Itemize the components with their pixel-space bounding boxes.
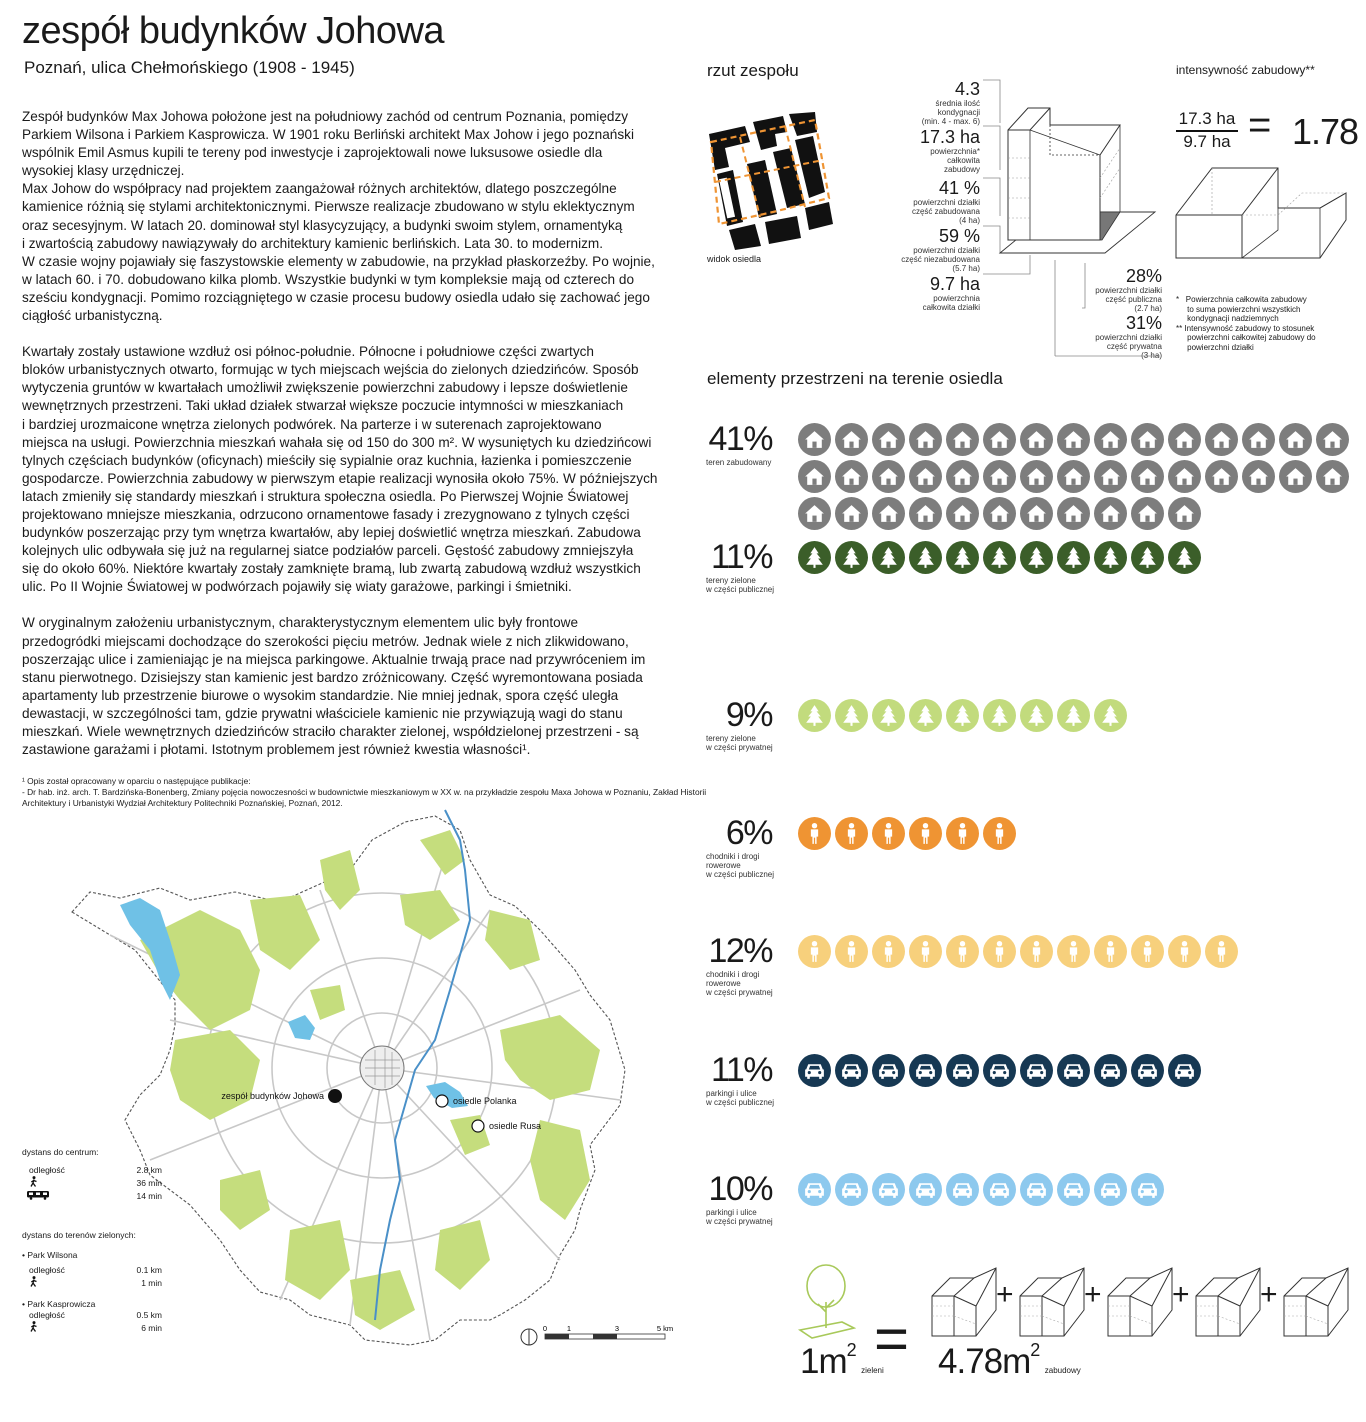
park-kasprowicza-name: • Park Kasprowicza [22, 1299, 96, 1309]
distance-center-label: odległość [29, 1165, 65, 1175]
stat-unbuilt-cap-3: (5.7 ha) [952, 264, 980, 273]
scale-tick-0: 0 [542, 1324, 548, 1333]
distance-center-legend [22, 1147, 162, 1203]
element-label-line: tereny zielone [706, 734, 756, 743]
house-icon [1057, 497, 1090, 530]
footnote-line: Architektury i Urbanistyki Wydział Architektury Politechniki Poznańskiej, Poznań, 2012. [22, 798, 343, 808]
tree-icon [798, 541, 831, 574]
stat-plot-cap-2: całkowita działki [922, 303, 980, 312]
element-icon-row [798, 817, 1358, 850]
house-icon [1205, 423, 1238, 456]
paragraph-line: kolejnych ulic odbywała się już na regularnej siatce podziałów parceli. Gęstość zabudowy zmniejszyła [22, 543, 634, 559]
house-icon [1020, 497, 1053, 530]
distance-green-title: dystans do terenów zielonych: [22, 1230, 136, 1240]
person-icon [1020, 935, 1053, 968]
tree-icon [1057, 541, 1090, 574]
paragraph-line: i zwartością zabudowy nawiązywały do architektury kamienic berlińskich. Lata 30. to modernizm. [22, 235, 604, 251]
person-icon [835, 935, 868, 968]
rusa-label: osiedle Rusa [489, 1121, 542, 1131]
house-icon [1242, 423, 1275, 456]
tree-icon [1057, 699, 1090, 732]
tree-icon [946, 699, 979, 732]
house-icon [1057, 423, 1090, 456]
distance-center-tram: 14 min [136, 1191, 162, 1201]
plus-sign: + [1172, 1278, 1190, 1311]
tree-on-square-icon [796, 1262, 856, 1344]
element-icon-row [798, 699, 1358, 732]
stat-private-cap-1: powierzchni działki [1095, 333, 1162, 342]
car-icon [798, 1054, 831, 1087]
paragraph-line: wysokiej klasy urzędniczej. [22, 163, 185, 179]
car-icon [835, 1173, 868, 1206]
stat-storeys-value: 4.3 [954, 79, 980, 99]
stat-total-area-cap-2: całkowita [947, 156, 980, 165]
person-icon [872, 935, 905, 968]
paragraph-line: poszerzając ulice i zamieniając je na miejsca parkingowe. Aktualnie trwają prace nad przywróceniem im [22, 651, 646, 667]
stat-total-area-value: 17.3 ha [919, 127, 980, 147]
element-label [706, 970, 806, 997]
intensity-note-line: ** Intensywność zabudowy to stosunek [1176, 323, 1315, 333]
house-icon [1131, 423, 1164, 456]
house-icon [1205, 460, 1238, 493]
tree-icon [983, 699, 1016, 732]
page-title: zespół budynków Johowa [22, 10, 445, 52]
person-icon [872, 817, 905, 850]
stat-private-cap-3: (3 ha) [1141, 351, 1162, 360]
footnote-line: ¹ Opis został opracowany w oparciu o następujące publikacje: [22, 776, 251, 786]
element-percent: 11% [710, 1051, 772, 1089]
tree-icon [1020, 699, 1053, 732]
scale-tick-3: 3 [614, 1324, 620, 1333]
paragraph-line: W czasie wojny pojawiały się faszystowskie elementy w zabudowie, na przykład płaskorzeźby. Po wojnie, [22, 253, 655, 269]
house-icon [872, 423, 905, 456]
house-volume-icon [930, 1262, 998, 1338]
paragraph-line: W oryginalnym założeniu urbanistycznym, charakterystycznym elementem ulic były frontowe [22, 615, 579, 631]
car-icon [946, 1173, 979, 1206]
tree-icon [835, 699, 868, 732]
park-wilsona-km: 0.1 km [136, 1265, 162, 1275]
person-icon [909, 817, 942, 850]
ratio-left [800, 1342, 884, 1382]
house-icon [798, 460, 831, 493]
park-kasprowicza-time: 6 min [141, 1322, 162, 1333]
car-icon [946, 1054, 979, 1087]
intensity-note-line: powierzchni działki [1176, 342, 1254, 352]
intensity-note-line: powierzchni całkowitej zabudowy do [1176, 333, 1316, 343]
stat-total-area-cap-3: zabudowy [943, 165, 980, 174]
plus-sign: + [1260, 1278, 1278, 1311]
paragraph-line: dewastacji, w szczególności tam, gdzie prywatni właściciele kamienic nie przywiązują wagi do stanu [22, 705, 623, 721]
paragraph-line: projektowano mniejsze mieszkania, odrzucono ornamentowe fasady i zrezygnowano z tylnych części [22, 506, 630, 522]
stat-storeys-cap-2: kondygnacji [937, 108, 980, 117]
intensity-notes [1176, 295, 1316, 353]
intensity-equals: = [1248, 103, 1272, 147]
element-percent: 11% [710, 538, 772, 576]
paragraph-line: wspólnik Emil Asmus kupili te tereny pod inwestycje i zaprojektowali nowe luksusowe osiedle dla [22, 145, 603, 161]
polanka-label: osiedle Polanka [453, 1096, 517, 1106]
johow-marker [328, 1089, 342, 1103]
ratio-right-value: 4.78m [938, 1342, 1031, 1381]
house-icon [1279, 423, 1312, 456]
paragraph [22, 614, 677, 759]
house-icon [835, 423, 868, 456]
plus-sign: + [1084, 1278, 1102, 1311]
tree-icon [872, 699, 905, 732]
car-icon [1057, 1173, 1090, 1206]
car-icon [909, 1054, 942, 1087]
house-volume-icon [1194, 1262, 1262, 1338]
ratio-left-unit: zieleni [861, 1366, 884, 1375]
paragraph-line: mieszkań. Wiele wewnętrznych dziedzińców straciło charakter zielonej, współdzielonej przestrzeni - są [22, 724, 639, 739]
ratio-right-sup: 2 [1030, 1340, 1041, 1360]
house-icon [1168, 460, 1201, 493]
car-icon [983, 1054, 1016, 1087]
element-label-line: w części publicznej [706, 870, 775, 879]
element-label-line: parkingi i ulice [706, 1208, 757, 1217]
house-icon [983, 497, 1016, 530]
paragraph-line: ciągłość urbanistyczną. [22, 308, 163, 324]
house-icon [1131, 460, 1164, 493]
house-icon [909, 460, 942, 493]
stat-storeys-cap-1: średnia ilość [935, 99, 980, 108]
element-label [706, 734, 806, 752]
car-icon [1131, 1173, 1164, 1206]
car-icon [983, 1173, 1016, 1206]
house-icon [1020, 460, 1053, 493]
stat-built-cap-2: część zabudowana [911, 207, 980, 216]
ratio-right-unit: zabudowy [1044, 1366, 1081, 1375]
site-plan [705, 112, 833, 252]
car-icon [1168, 1054, 1201, 1087]
plus-sign: + [996, 1278, 1014, 1311]
house-icon [909, 423, 942, 456]
intensity-volume-diagram [1172, 160, 1352, 265]
house-icon [1168, 497, 1201, 530]
park-kasprowicza-label: odległość [29, 1310, 65, 1320]
intensity-note-line: kondygnacji nadziemnych [1176, 314, 1279, 324]
house-icon [1242, 460, 1275, 493]
element-icon-row [798, 935, 1358, 968]
paragraph-line: miejsca na usługi. Powierzchnia mieszkań wahała się od 150 do 300 m². W wysuniętych ku dziedzińcowi [22, 434, 652, 450]
element-icon-row [798, 1173, 1358, 1206]
house-icon [946, 460, 979, 493]
walking-person-icon [22, 1276, 39, 1290]
page-subtitle: Poznań, ulica Chełmońskiego (1908 - 1945) [24, 58, 355, 77]
element-label-line: w części publicznej [706, 1098, 775, 1107]
house-volume-icon [1018, 1262, 1086, 1338]
tree-icon [1020, 541, 1053, 574]
paragraph-line: budynków poszerzając przy tym wnętrza kwartałów, aby lepiej doświetlić wnętrza mieszkań. Zabudowa [22, 525, 641, 541]
paragraph-line: ulic. Po II Wojnie Światowej w podwórzach pojawiły się wiaty garażowe, parkingi i śmietniki. [22, 579, 572, 595]
stat-private-value: 31% [1125, 313, 1162, 333]
distance-center-title: dystans do centrum: [22, 1147, 99, 1157]
tree-icon [909, 699, 942, 732]
person-icon [946, 817, 979, 850]
stat-public-cap-3: (2.7 ha) [1134, 304, 1162, 313]
description-text [22, 108, 677, 777]
element-label [706, 1208, 806, 1226]
walking-person-icon [22, 1321, 39, 1335]
tree-icon [798, 699, 831, 732]
paragraph-line: przedogródki miejscami dochodzące do szerokości pięciu metrów. Jednak wiele z nich zlikwidowano, [22, 633, 629, 649]
park-wilsona-time: 1 min [141, 1277, 162, 1288]
old-town [360, 1046, 404, 1090]
house-icon [835, 497, 868, 530]
house-volume-icon [1282, 1262, 1350, 1338]
tree-icon [1094, 541, 1127, 574]
house-icon [1316, 423, 1349, 456]
element-label-line: w części prywatnej [706, 1217, 773, 1226]
building-volume-diagram [900, 78, 1170, 363]
distance-green-legend [22, 1230, 162, 1335]
person-icon [1205, 935, 1238, 968]
tree-icon [946, 541, 979, 574]
element-label [706, 1089, 806, 1107]
tree-icon [1131, 541, 1164, 574]
element-percent: 9% [725, 696, 772, 734]
element-percent: 41% [708, 420, 772, 458]
scale-bar [543, 1324, 673, 1339]
element-percent: 12% [708, 932, 772, 970]
stat-unbuilt-value: 59 % [938, 226, 980, 246]
paragraph-line: tylnych częściach budynków (oficynach) mieściły się sypialnie oraz kuchnia, łazienka i pomieszczenie [22, 452, 632, 468]
paragraph-line: wewnętrznych przestrzeni. Taki układ działek stwarzał większe poczucie intymności w mieszkaniach [22, 398, 624, 414]
paragraph [22, 108, 677, 325]
rusa-marker [472, 1120, 484, 1132]
stat-plot-value: 9.7 ha [929, 274, 980, 294]
house-icon [909, 497, 942, 530]
compass-icon [521, 1329, 537, 1345]
ratio-houses [930, 1262, 1360, 1338]
house-icon [1131, 497, 1164, 530]
house-icon [983, 423, 1016, 456]
element-percent: 6% [725, 814, 772, 852]
element-label-line: w części prywatnej [706, 988, 773, 997]
stat-built-value: 41 % [938, 178, 980, 198]
scale-tick-1: 1 [566, 1324, 572, 1333]
car-icon [872, 1173, 905, 1206]
stat-built-cap-3: (4 ha) [959, 216, 980, 225]
house-icon [946, 423, 979, 456]
tree-icon [872, 541, 905, 574]
intensity-denominator: 9.7 ha [1183, 132, 1231, 151]
stat-public-value: 28% [1125, 266, 1162, 286]
car-icon [872, 1054, 905, 1087]
plan-caption: widok osiedla [707, 254, 762, 264]
distance-center-km: 2.8 km [136, 1165, 162, 1175]
intensity-value: 1.78 [1292, 111, 1359, 152]
house-icon [798, 497, 831, 530]
person-icon [835, 817, 868, 850]
park-wilsona-label: odległość [29, 1265, 65, 1275]
elements-title: elementy przestrzeni na terenie osiedla [707, 369, 1003, 388]
tree-icon [983, 541, 1016, 574]
car-icon [1020, 1173, 1053, 1206]
intensity-note-line: to suma powierzchni wszystkich [1176, 304, 1301, 314]
stat-storeys-cap-3: (min. 4 - max. 6) [921, 117, 980, 126]
paragraph-line: wytyczenia gruntów w kwartałach umożliwił zwiększenie powierzchni zabudowy i lepsze doświetlenie [22, 380, 628, 396]
paragraph-line: apartamenty lub przestrzenie biurowe o wysokim standardzie. Nie mniej jednak, spora część uległa [22, 687, 619, 703]
element-percent: 10% [708, 1170, 772, 1208]
ratio-left-sup: 2 [846, 1340, 857, 1360]
stat-unbuilt-cap-1: powierzchni działki [913, 246, 980, 255]
plan-title: rzut zespołu [707, 61, 799, 80]
house-icon [1057, 460, 1090, 493]
person-icon [983, 817, 1016, 850]
paragraph-line: kamienice różnią się stylami architektonicznymi. Pierwsze realizacje zbudowano w stylu eklektycznym [22, 199, 635, 215]
car-icon [1020, 1054, 1053, 1087]
stat-built-cap-1: powierzchni działki [913, 198, 980, 207]
paragraph-line: zastawione garażami i płotami. Istotnym problemem jest również kwestia własności¹. [22, 742, 531, 758]
house-icon [1168, 423, 1201, 456]
car-icon [1131, 1054, 1164, 1087]
house-icon [1094, 460, 1127, 493]
intensity-title: intensywność zabudowy** [1176, 63, 1315, 77]
paragraph-line: Parkiem Wilsona i Parkiem Kasprowicza. W 1901 roku Berliński architekt Max Johow i jego poznański [22, 127, 634, 143]
car-icon [835, 1054, 868, 1087]
house-icon [835, 460, 868, 493]
person-icon [1131, 935, 1164, 968]
element-label-line: parkingi i ulice [706, 1089, 757, 1098]
element-label-line: teren zabudowany [706, 458, 772, 467]
johow-label: zespół budynków Johowa [221, 1091, 324, 1101]
stat-public-cap-1: powierzchni działki [1095, 286, 1162, 295]
person-icon [798, 817, 831, 850]
stat-total-area-cap-1: powierzchnia* [930, 147, 980, 156]
element-label-line: w części prywatnej [706, 743, 773, 752]
paragraph-line: latach zmieniły się standardy mieszkań i struktura społeczna osiedla. Po Pierwszej Wojnie Światowej [22, 488, 629, 504]
tree-icon [835, 541, 868, 574]
footnote-line: - Dr hab. inż. arch. T. Bardzińska-Bonenberg, Zmiany pojęcia nowoczesności w budownictwie mieszkaniowym w XX w. na przykładzie zespołu Maxa Johowa w Poznaniu, Zakład Historii [22, 787, 707, 797]
person-icon [1168, 935, 1201, 968]
element-label-line: chodniki i drogi [706, 852, 760, 861]
park-wilsona-name: • Park Wilsona [22, 1250, 78, 1260]
house-icon [798, 423, 831, 456]
person-icon [1094, 935, 1127, 968]
element-icon-row [798, 423, 1358, 530]
car-icon [1057, 1054, 1090, 1087]
ratio-right [938, 1342, 1081, 1382]
tree-icon [1094, 699, 1127, 732]
distance-center-walk: 36 min [136, 1177, 162, 1188]
paragraph-line: Kwartały zostały ustawione wzdłuż osi północ-południe. Północne i południowe części zwartych [22, 344, 594, 360]
person-icon [798, 935, 831, 968]
house-icon [1020, 423, 1053, 456]
paragraph-line: oraz secesyjnym. W latach 20. dominował styl klasycyzujący, a budynki swoim stylem, ornamentyką [22, 217, 623, 233]
paragraph-line: się do około 60%. Niektóre kwartały zostały zamknięte bramą, lub zwartą zabudową wzdłuż wszystkich [22, 561, 641, 577]
tree-icon [909, 541, 942, 574]
house-icon [872, 460, 905, 493]
house-icon [1316, 460, 1349, 493]
intensity-numerator: 17.3 ha [1178, 109, 1236, 128]
element-label-line: w części publicznej [706, 585, 775, 594]
person-icon [983, 935, 1016, 968]
tram-icon [22, 1190, 50, 1203]
intensity-note-line: * Powierzchnia całkowita zabudowy [1176, 295, 1307, 304]
scale-tick-5: 5 km [656, 1324, 674, 1333]
house-icon [1094, 423, 1127, 456]
house-icon [1279, 460, 1312, 493]
ratio-left-value: 1m [800, 1342, 847, 1381]
stat-plot-cap-1: powierzchnia [933, 294, 980, 303]
element-label-line: rowerowe [706, 979, 741, 988]
element-label-line: chodniki i drogi [706, 970, 760, 979]
car-icon [798, 1173, 831, 1206]
tree-icon [1168, 541, 1201, 574]
paragraph-line: w latach 60. i 70. dobudowano kilka plomb. Wszystkie budynki w tym kompleksie mają od czterech do [22, 271, 635, 287]
person-icon [909, 935, 942, 968]
paragraph-line: sześciu kondygnacji. Pomimo rozciągniętego w czasie procesu budowy osiedla udało się zachować jego [22, 289, 650, 305]
paragraph-line: Max Johow do współpracy nad projektem zaangażował różnych architektów, dlatego poszczególne [22, 181, 617, 197]
car-icon [1094, 1173, 1127, 1206]
car-icon [1094, 1054, 1127, 1087]
stat-public-cap-2: część publiczna [1105, 295, 1162, 304]
car-icon [909, 1173, 942, 1206]
paragraph-line: gospodarcze. Powierzchnia zabudowy w pierwszym etapie realizacji wynosiła około 75%. W późniejszych [22, 470, 658, 486]
element-label-line: tereny zielone [706, 576, 756, 585]
house-icon [946, 497, 979, 530]
house-icon [872, 497, 905, 530]
house-icon [1094, 497, 1127, 530]
element-label-line: rowerowe [706, 861, 741, 870]
house-icon [983, 460, 1016, 493]
element-icon-row [798, 541, 1358, 574]
walking-person-icon [22, 1176, 39, 1190]
house-volume-icon [1106, 1262, 1174, 1338]
paragraph-line: stanu pierwotnego. Dzisiejszy stan kamienic jest bardzo zróżnicowany. Część wyremontowana posiada [22, 669, 643, 685]
stat-unbuilt-cap-2: część niezabudowana [901, 255, 980, 264]
polanka-marker [436, 1095, 448, 1107]
person-icon [1057, 935, 1090, 968]
paragraph [22, 343, 677, 596]
paragraph-line: i bardziej urozmaicone wnętrza zielonych podwórek. Na parterze i w suterenach zaprojektowano [22, 416, 602, 432]
stat-private-cap-2: część prywatna [1106, 342, 1162, 351]
park-kasprowicza-km: 0.5 km [136, 1310, 162, 1320]
element-label [706, 852, 806, 879]
paragraph-line: Zespół budynków Max Johowa położone jest na południowy zachód od centrum Poznania, pomiędzy [22, 109, 629, 124]
element-icon-row [798, 1054, 1358, 1087]
element-label [706, 576, 806, 594]
person-icon [946, 935, 979, 968]
ratio-equals: = [874, 1305, 910, 1372]
element-label [706, 458, 806, 467]
paragraph-line: bloków urbanistycznych otwarto, formując w tych miejscach wejścia do zielonych dziedzińców. Sposób [22, 362, 639, 378]
